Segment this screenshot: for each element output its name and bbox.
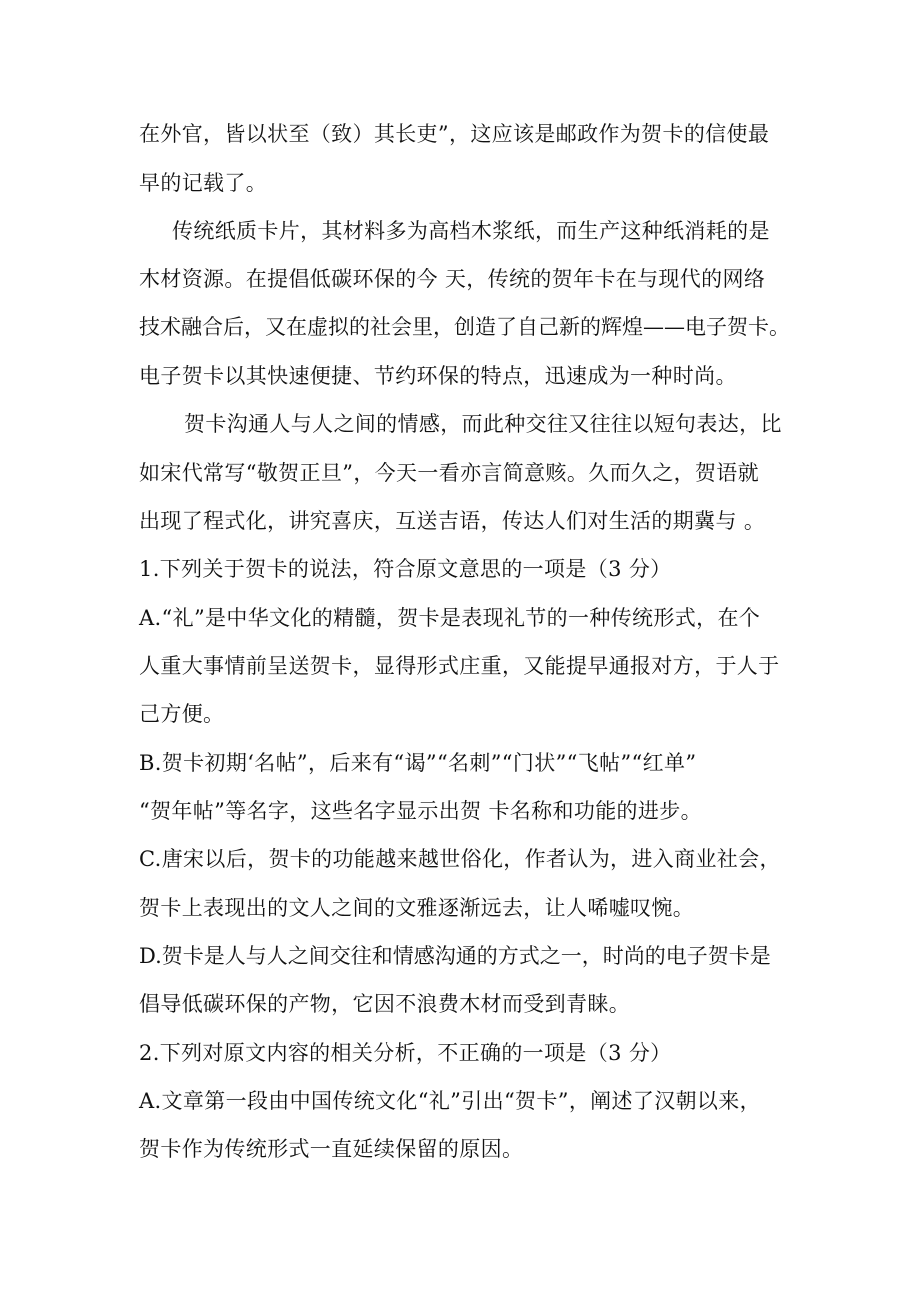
option-d-line: D.贺卡是人与人之间交往和情感沟通的方式之一，时尚的电子贺卡是: [139, 944, 771, 968]
option-d-line: 倡导低碳环保的产物，它因不浪费木材而受到青睐。: [139, 992, 631, 1016]
text-line: 传统纸质卡片，其材料多为高档木浆纸，而生产这种纸消耗的是: [172, 219, 770, 243]
option-a-line: A.文章第一段由中国传统文化“礼”引出“贺卡”，阐述了汉朝以来，: [139, 1089, 761, 1113]
option-a-line: 己方便。: [139, 702, 225, 726]
question-1: 1.下列关于贺卡的说法，符合原文意思的一项是（3 分）: [139, 557, 672, 581]
option-a-line: A.“礼”是中华文化的精髓，贺卡是表现礼节的一种传统形式，在个: [139, 606, 761, 630]
option-b-line: “贺年帖”等名字，这些名字显示出贺 卡名称和功能的进步。: [139, 799, 702, 823]
text-line: 电子贺卡以其快速便捷、节约环保的特点，迅速成为一种时尚。: [139, 364, 737, 388]
text-line: 木材资源。在提倡低碳环保的今 天，传统的贺年卡在与现代的网络: [139, 267, 766, 291]
option-a-line: 贺卡作为传统形式一直延续保留的原因。: [139, 1137, 524, 1161]
text-line: 在外官，皆以状至（致）其长吏”，这应该是邮政作为贺卡的信使最: [139, 122, 770, 146]
text-line: 如宋代常写“敬贺正旦”，今天一看亦言简意赅。久而久之，贺语就: [139, 461, 759, 485]
question-2: 2.下列对原文内容的相关分析，不正确的一项是（3 分）: [139, 1041, 672, 1065]
text-line: 技术融合后，又在虚拟的社会里，创造了自己新的辉煌——电子贺卡。: [139, 315, 790, 339]
option-c-line: 贺卡上表现出的文人之间的文雅逐渐远去，让人唏嘘叹惋。: [139, 896, 695, 920]
option-a-line: 人重大事情前呈送贺卡，显得形式庄重，又能提早通报对方，于人于: [139, 654, 780, 678]
text-line: 出现了程式化，讲究喜庆，互送吉语，传达人们对生活的期冀与 。: [139, 509, 766, 533]
text-line: 贺卡沟通人与人之间的情感，而此种交往又往往以短句表达，比: [184, 412, 782, 436]
text-line: 早的记载了。: [139, 171, 268, 195]
option-c-line: C.唐宋以后，贺卡的功能越来越世俗化，作者认为，进入商业社会，: [139, 847, 781, 871]
option-b-line: B.贺卡初期‘名帖”，后来有“谒”“名刺”“门状”“飞帖”“红单”: [139, 751, 697, 775]
